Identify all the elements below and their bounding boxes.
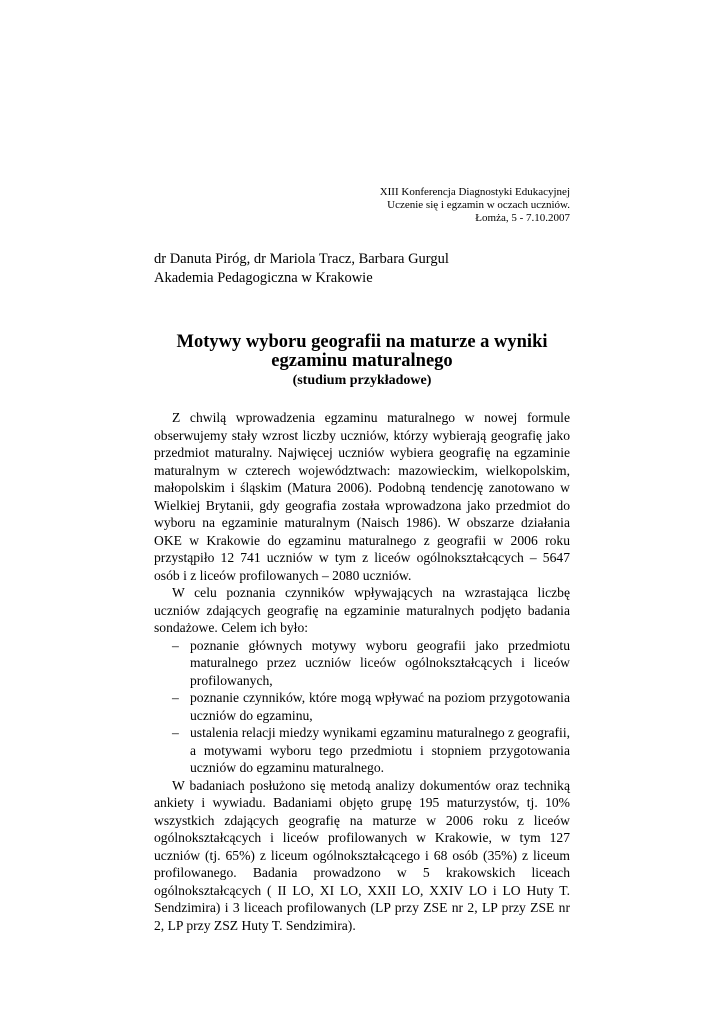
conference-header <box>380 186 570 225</box>
paper-subtitle: (studium przykładowe) <box>292 373 432 388</box>
conference-theme: Uczenie się i egzamin w oczach uczniów. <box>387 199 570 211</box>
author-names: dr Danuta Piróg, dr Mariola Tracz, Barbara Gurgul <box>154 251 449 267</box>
title-line-2: egzaminu maturalnego <box>271 351 453 371</box>
list-item-text: poznanie głównych motywy wyboru geografii jako przedmiotu maturalnego przez uczniów liceów ogólnokształcących i liceów profilowanych, <box>190 637 570 688</box>
paper-title <box>154 333 570 371</box>
paragraph-methods: W badaniach posłużono się metodą analizy dokumentów oraz techniką ankiety i wywiadu. Badaniami objęto grupę 195 maturzystów, tj. 10% wszystkich zdających geografię na maturze w 2006 roku z liceów ogólnokształcących i liceów profilowanych w Krakowie, w tym 127 uczniów (tj. 65%) z liceum ogólnokształcącego i 68 osób (35%) z liceum profilowanego. Badania prowadzono w 5 krakowskich liceach ogólnokształcących ( II LO, XI LO, XXII LO, XXIV LO i LO Huty T. Sendzimira) i 3 liceach profilowanych (LP przy ZSE nr 2, LP przy ZSE nr 2, LP przy ZSZ Huty T. Sendzimira). <box>154 777 570 933</box>
bullet-dash: – <box>172 725 179 740</box>
list-item-text: poznanie czynników, które mogą wpływać na poziom przygotowania uczniów do egzaminu, <box>190 690 570 723</box>
list-item-text: ustalenia relacji miedzy wynikami egzaminu maturalnego z geografii, a motywami wyboru tego przedmiotu i stopniem przygotowania uczniów do egzaminu maturalnego. <box>190 725 570 775</box>
list-item <box>154 689 570 724</box>
bullet-dash: – <box>172 637 179 653</box>
article-body <box>154 409 570 934</box>
conference-name: XIII Konferencja Diagnostyki Edukacyjnej <box>379 186 570 198</box>
paragraph-goals: W celu poznania czynników wpływających na wzrastająca liczbę uczniów zdających geografię na egzaminie maturalnych podjęto badania sondażowe. Celem ich było: <box>154 585 570 635</box>
list-item <box>154 637 570 690</box>
paragraph-intro: Z chwilą wprowadzenia egzaminu maturalnego w nowej formule obserwujemy stały wzrost liczby uczniów, którzy wybierają geografię jako przedmiot maturalny. Najwięcej uczniów wybiera geografię na egzaminie maturalnym w czterech województwach: mazowieckim, wielkopolskim, małopolskim i śląskim (Matura 2006). Podobną tendencję zanotowano w Wielkiej Brytanii, gdy geografia została wprowadzona jako przedmiot do wyboru na egzaminie maturalnym (Naisch 1986). W obszarze działania OKE w Krakowie do egzaminu maturalnego z geografii w 2006 roku przystąpiło 12 741 uczniów w tym z liceów ogólnokształcących – 5647 osób i z liceów profilowanych – 2080 uczniów. <box>154 410 570 583</box>
bullet-dash: – <box>172 690 179 705</box>
authors-block <box>154 250 449 288</box>
conference-place-date: Łomża, 5 - 7.10.2007 <box>475 212 570 224</box>
title-line-1: Motywy wyboru geografii na maturze a wyniki <box>176 332 548 352</box>
list-item <box>154 724 570 777</box>
author-affiliation: Akademia Pedagogiczna w Krakowie <box>154 270 373 286</box>
goals-list <box>154 637 570 777</box>
